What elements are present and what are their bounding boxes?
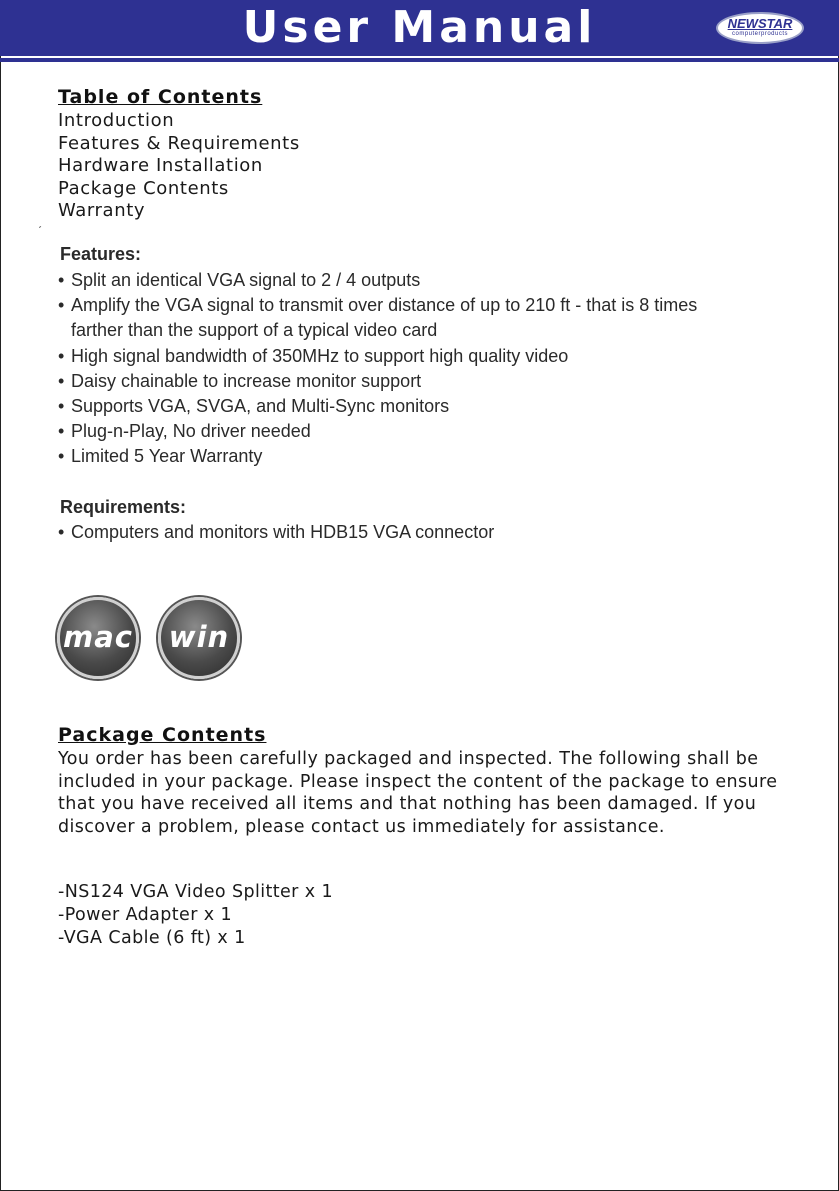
toc-item: Introduction [58, 110, 175, 131]
stray-mark: ˊ [38, 224, 42, 238]
package-item: -Power Adapter x 1 [58, 905, 233, 925]
header-divider [0, 58, 839, 62]
logo-text: NEWSTAR [727, 16, 793, 31]
features-list [58, 268, 697, 470]
feature-item: • High signal bandwidth of 350MHz to support high quality video [58, 345, 569, 366]
package-paragraph: You order has been carefully packaged and inspected. The following shall be included in your package. Please inspect the content of the package to ensure that you have received all items and that nothing has been damaged. If you discover a problem, please contact us immediately for assistance. [58, 749, 778, 837]
page-title: User Manual [242, 2, 597, 53]
feature-item: • Daisy chainable to increase monitor support [58, 370, 422, 391]
requirements-heading: Requirements: [60, 497, 187, 517]
toc-item: Features & Requirements [58, 132, 300, 154]
feature-item: • Amplify the VGA signal to transmit over distance of up to 210 ft - that is 8 times farther than the support of a typical video card [58, 295, 698, 341]
feature-item: • Limited 5 Year Warranty [58, 446, 263, 467]
requirements-list [58, 520, 494, 545]
package-item: -VGA Cable (6 ft) x 1 [58, 928, 246, 948]
header-bar [0, 0, 839, 56]
features-heading: Features: [60, 244, 142, 264]
toc-heading: Table of Contents [58, 86, 263, 108]
requirement-item: • Computers and monitors with HDB15 VGA connector [58, 522, 495, 542]
feature-item: • Supports VGA, SVGA, and Multi-Sync monitors [58, 396, 450, 417]
logo-subtext: computerproducts [731, 31, 789, 37]
package-item: -NS124 VGA Video Splitter x 1 [58, 882, 333, 902]
mac-os-icon [57, 597, 139, 679]
windows-os-icon [158, 597, 240, 679]
toc-item: Warranty [58, 200, 146, 221]
mac-label: mac [63, 620, 133, 654]
win-label: win [168, 620, 230, 654]
newstar-logo [716, 12, 804, 44]
toc-item: Package Contents [58, 177, 229, 199]
package-list [58, 881, 333, 950]
toc-item: Hardware Installation [58, 155, 263, 176]
toc-list [58, 110, 300, 223]
package-heading: Package Contents [58, 724, 267, 746]
feature-item: • Plug-n-Play, No driver needed [58, 421, 311, 442]
feature-item: • Split an identical VGA signal to 2 / 4 outputs [58, 270, 421, 290]
